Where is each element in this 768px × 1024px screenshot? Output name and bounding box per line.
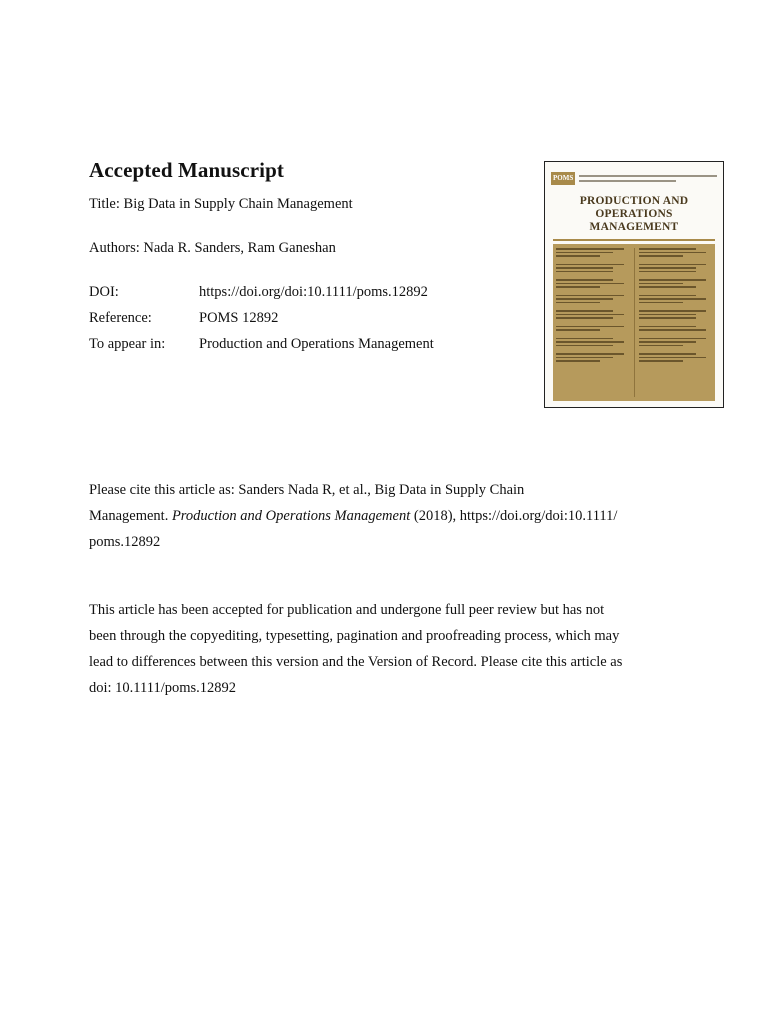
citation-line bbox=[89, 503, 659, 529]
cover-contents-column bbox=[556, 248, 630, 397]
citation-line: poms.12892 bbox=[89, 534, 161, 550]
reference-value: POMS 12892 bbox=[199, 310, 279, 326]
poms-logo: POMS bbox=[551, 172, 575, 185]
cover-title-line: PRODUCTION AND bbox=[579, 195, 689, 207]
doi-label: DOI: bbox=[89, 284, 119, 300]
appear-in-value: Production and Operations Management bbox=[199, 336, 434, 352]
article-authors: Authors: Nada R. Sanders, Ram Ganeshan bbox=[89, 240, 336, 256]
cover-header-text bbox=[579, 175, 717, 182]
reference-label: Reference: bbox=[89, 310, 152, 326]
cover-column-divider bbox=[634, 248, 635, 397]
appear-in-label: To appear in: bbox=[89, 336, 166, 352]
cover-header bbox=[551, 168, 717, 189]
citation-journal: Production and Operations Management bbox=[171, 508, 411, 524]
notice-line: been through the copyediting, typesetting, pagination and proofreading process, which may bbox=[89, 628, 620, 644]
manuscript-heading: Accepted Manuscript bbox=[89, 158, 284, 182]
notice-line: lead to differences between this version and the Version of Record. Please cite this article as bbox=[89, 654, 623, 670]
article-title: Title: Big Data in Supply Chain Management bbox=[89, 196, 353, 212]
cover-contents bbox=[553, 244, 715, 401]
citation-paragraph bbox=[89, 477, 659, 555]
notice-line: This article has been accepted for publication and undergone full peer review but has not bbox=[89, 602, 605, 618]
notice-line: doi: 10.1111/poms.12892 bbox=[89, 680, 237, 696]
doi-link[interactable]: https://doi.org/doi:10.1111/poms.12892 bbox=[199, 284, 428, 300]
cover-rule bbox=[553, 239, 715, 241]
citation-suffix: (2018), https://doi.org/doi:10.1111/ bbox=[410, 508, 618, 524]
cover-title bbox=[545, 195, 723, 234]
citation-prefix: Management. bbox=[89, 508, 172, 524]
journal-cover-image bbox=[544, 161, 724, 408]
cover-title-line: MANAGEMENT bbox=[589, 221, 679, 233]
accepted-notice-paragraph bbox=[89, 597, 659, 701]
cover-title-line: OPERATIONS bbox=[595, 208, 673, 220]
citation-line: Please cite this article as: Sanders Nada R, et al., Big Data in Supply Chain bbox=[89, 482, 525, 498]
cover-contents-column bbox=[639, 248, 713, 397]
